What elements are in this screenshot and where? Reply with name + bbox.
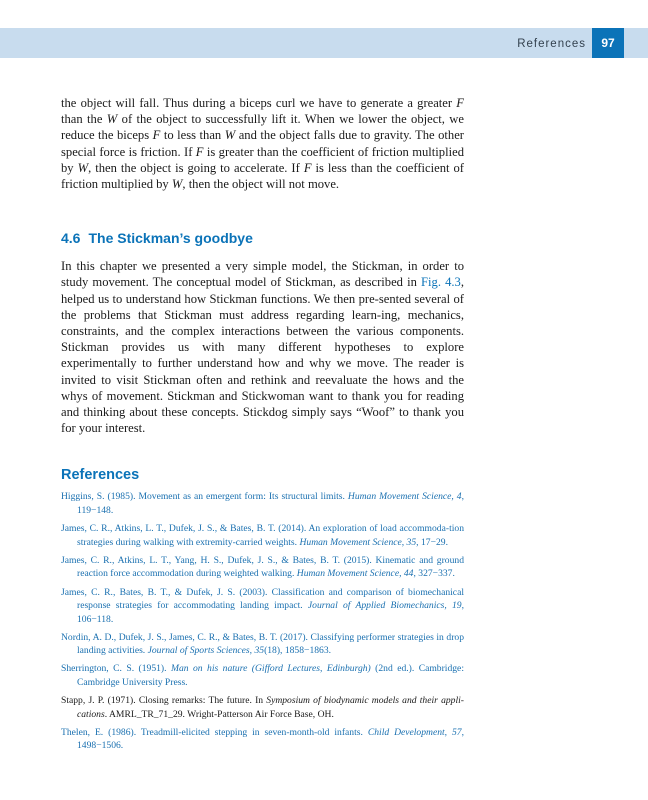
reference-entry[interactable]: Sherrington, C. S. (1951). Man on his nature (Gifford Lectures, Edinburgh) (2nd ed.). Cambridge: Cambridge University Press. bbox=[61, 663, 464, 689]
italic-text: Human Movement Science, 35 bbox=[299, 536, 417, 548]
reference-entry[interactable]: James, C. R., Bates, B. T., & Dufek, J. S. (2003). Classification and comparison of biomechanical response strategies for accommodating landing impact. Journal of Applied Biomechanics, 19, 106−118. bbox=[61, 586, 464, 625]
section-heading bbox=[61, 229, 464, 247]
italic-text: Science, 4 bbox=[422, 491, 462, 503]
italic-text: F bbox=[303, 160, 312, 175]
italic-text: W bbox=[171, 177, 183, 192]
italic-text: Symposium of biodynamic models and their appli- bbox=[266, 695, 465, 707]
references-heading: References bbox=[61, 467, 140, 484]
intro-paragraph: the object will fall. Thus during a biceps curl we have to generate a greater F than the W of the object to successfully lift it. When we lower the object, we reduce the biceps F to less than W and the object falls due to gravity. The other special force is friction. If F is greater than the coefficient of friction multiplied by W, then the object is going to accelerate. If F is less than the coefficient of friction multiplied by W, then the object will not move. bbox=[61, 96, 465, 192]
italic-text: F bbox=[195, 144, 204, 159]
italic-text: W bbox=[77, 160, 89, 175]
italic-text: Human Movement bbox=[347, 491, 420, 503]
italic-text: Human Movement Science, 44 bbox=[296, 568, 414, 580]
page-body bbox=[61, 95, 464, 758]
italic-text: W bbox=[224, 128, 236, 143]
reference-entry: Stapp, J. P. (1971). Closing remarks: The future. In Symposium of biodynamic models and their appli-cations. AMRL_TR_71_29. Wright-Patterson Air Force Base, OH. bbox=[61, 695, 465, 720]
italic-text: Journal of Applied Biomechanics, 19 bbox=[307, 600, 462, 612]
italic-text: W bbox=[106, 112, 118, 127]
section-paragraph: In this chapter we presented a very simple model, the Stickman, in order to study movement. The conceptual model of Stickman, as described in Fig. 4.3, helped us to understand how Stickman functions. We then pre-sented several of the problems that Stickman must address regarding learn-ing, mechanics, constraints, and the complex interactions between the various components. Stickman provides us with many different hypotheses to explore experimentally to further understand how and why we move. The reader is invited to visit Stickman often and rethink and reevaluate the hows and the whys of movement. Stickman and Stickwoman want to thank you for reading and thinking about these concepts. Stickdog simply says “Woof” to thank you for your interest. bbox=[61, 259, 464, 436]
reference-entry[interactable]: Thelen, E. (1986). Treadmill-elicited stepping in seven-month-old infants. Child Development, 57, 1498−1506. bbox=[61, 726, 464, 752]
running-head-title: References bbox=[517, 38, 586, 50]
running-header-bar bbox=[0, 28, 648, 58]
italic-text: F bbox=[456, 96, 464, 110]
reference-entry[interactable]: Nordin, A. D., Dufek, J. S., James, C. R., & Bates, B. T. (2017). Classifying performer strategies in drop landing activities. Journal of Sports Sciences, 35(18), 1858−1863. bbox=[61, 631, 464, 657]
reference-entry[interactable]: Higgins, S. (1985). Movement as an emergent form: Its structural limits. Human Movement Science, 4, 119−148. bbox=[61, 491, 464, 517]
page-number-badge: 97 bbox=[592, 28, 624, 58]
reference-list bbox=[61, 490, 464, 753]
italic-text: cations bbox=[77, 708, 105, 720]
reference-entry[interactable]: James, C. R., Atkins, L. T., Yang, H. S., Dufek, J. S., & Bates, B. T. (2015). Kinematic and ground reaction force accommodation during weighted walking. Human Movement Science, 44, 327−337. bbox=[61, 554, 464, 580]
italic-text: Journal of Sports Sciences, 35 bbox=[147, 645, 265, 657]
italic-text: Man on his nature (Gifford Lectures, Edinburgh) bbox=[170, 663, 371, 675]
reference-entry[interactable]: James, C. R., Atkins, L. T., Dufek, J. S., & Bates, B. T. (2014). An exploration of load accommoda-tion strategies during walking with extremity-carried weights. Human Movement Science, 35, 17−29. bbox=[61, 523, 464, 548]
section-number: 4.6 bbox=[61, 230, 81, 247]
figure-link[interactable]: Fig. 4.3 bbox=[421, 275, 461, 290]
italic-text: F bbox=[152, 128, 161, 143]
italic-text: Child Development, 57 bbox=[367, 726, 462, 738]
section-title: The Stickman’s goodbye bbox=[88, 230, 253, 247]
